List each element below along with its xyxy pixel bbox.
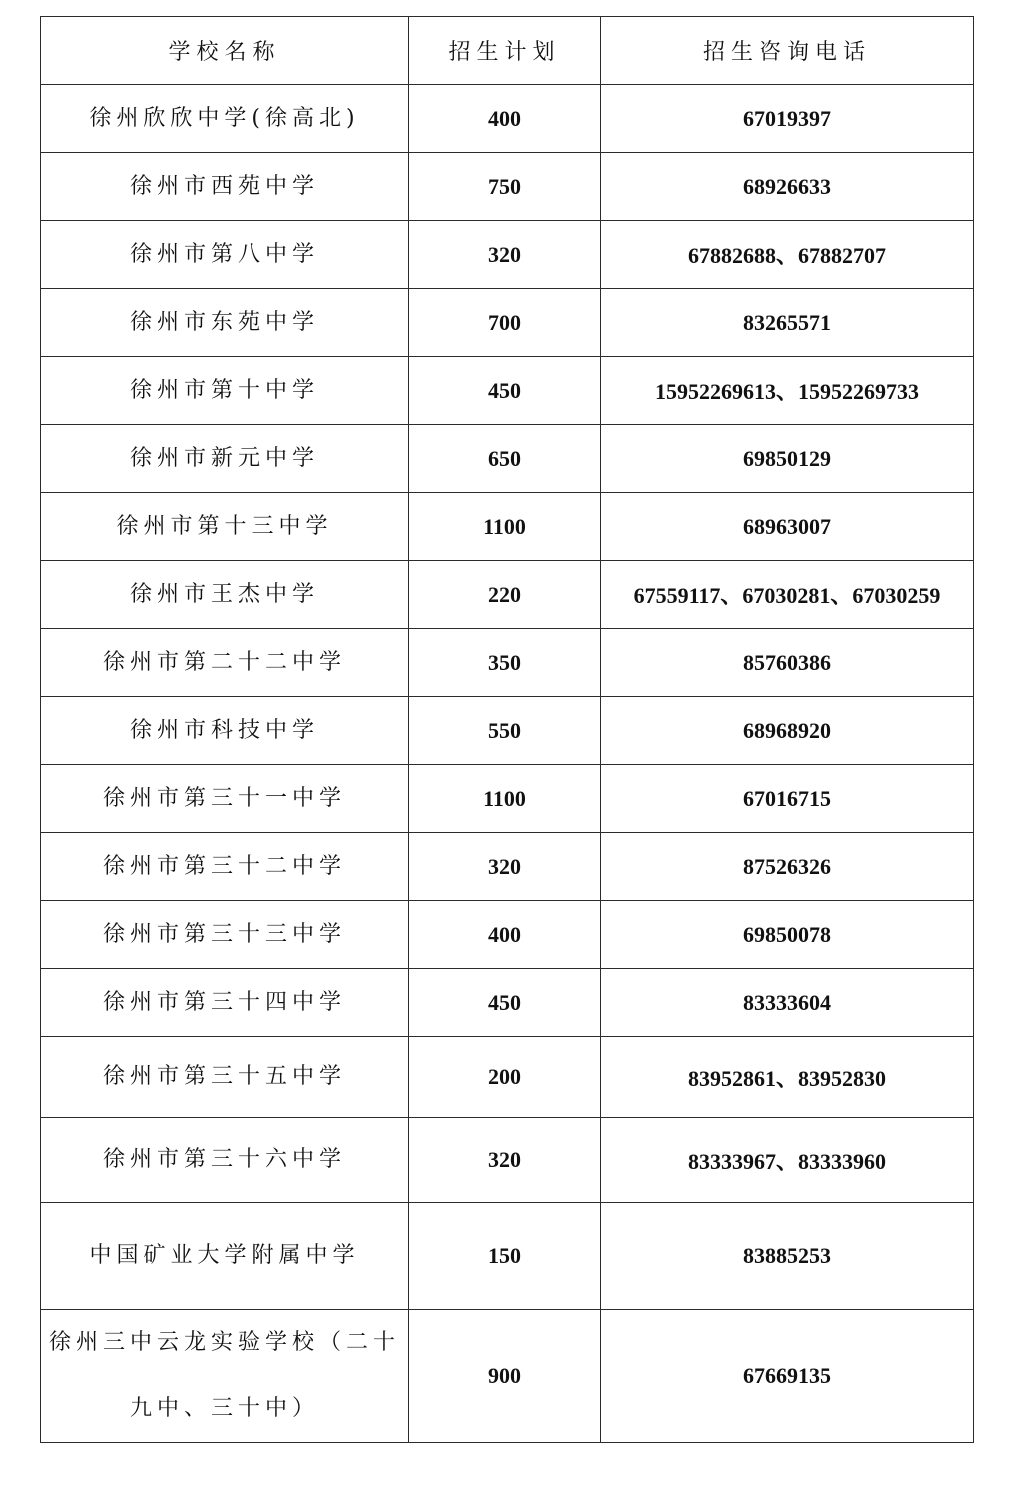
table-row — [41, 493, 974, 561]
enrollment-quota-cell: 200 — [409, 1037, 601, 1118]
phone-cell: 67559117、67030281、67030259 — [601, 561, 974, 629]
enrollment-quota-cell: 1100 — [409, 765, 601, 833]
enrollment-quota-cell: 350 — [409, 629, 601, 697]
school-name-cell: 中国矿业大学附属中学 — [41, 1203, 409, 1310]
phone-cell: 69850078 — [601, 901, 974, 969]
school-name-cell: 徐州市第三十三中学 — [41, 901, 409, 969]
phone-cell: 83265571 — [601, 289, 974, 357]
phone-cell: 67019397 — [601, 85, 974, 153]
school-name-cell: 徐州市第十三中学 — [41, 493, 409, 561]
header-consult-phone: 招生咨询电话 — [601, 17, 974, 85]
school-name-cell: 徐州欣欣中学(徐高北) — [41, 85, 409, 153]
phone-cell: 87526326 — [601, 833, 974, 901]
phone-cell: 69850129 — [601, 425, 974, 493]
table-row — [41, 289, 974, 357]
school-name-cell: 徐州市第三十四中学 — [41, 969, 409, 1037]
table-row — [41, 561, 974, 629]
enrollment-quota-cell: 450 — [409, 357, 601, 425]
table-row — [41, 85, 974, 153]
table-header-row — [41, 17, 974, 85]
table-row — [41, 765, 974, 833]
enrollment-quota-cell: 400 — [409, 85, 601, 153]
enrollment-quota-cell: 320 — [409, 221, 601, 289]
table-row — [41, 833, 974, 901]
phone-cell: 15952269613、15952269733 — [601, 357, 974, 425]
enrollment-quota-cell: 550 — [409, 697, 601, 765]
header-enrollment-plan: 招生计划 — [409, 17, 601, 85]
table-row — [41, 1310, 974, 1443]
table-row — [41, 901, 974, 969]
enrollment-table-container — [40, 16, 973, 1443]
school-name-cell: 徐州市东苑中学 — [41, 289, 409, 357]
enrollment-quota-cell: 650 — [409, 425, 601, 493]
enrollment-quota-cell: 150 — [409, 1203, 601, 1310]
phone-cell: 83885253 — [601, 1203, 974, 1310]
phone-cell: 67669135 — [601, 1310, 974, 1443]
table-row — [41, 969, 974, 1037]
table-row — [41, 629, 974, 697]
school-name-cell: 徐州市第三十二中学 — [41, 833, 409, 901]
table-row — [41, 1037, 974, 1118]
enrollment-table — [40, 16, 974, 1443]
phone-cell: 68926633 — [601, 153, 974, 221]
phone-cell: 83333604 — [601, 969, 974, 1037]
phone-cell: 67882688、67882707 — [601, 221, 974, 289]
phone-cell: 68968920 — [601, 697, 974, 765]
school-name-cell: 徐州市新元中学 — [41, 425, 409, 493]
enrollment-quota-cell: 450 — [409, 969, 601, 1037]
table-row — [41, 1203, 974, 1310]
enrollment-quota-cell: 700 — [409, 289, 601, 357]
phone-cell: 83952861、83952830 — [601, 1037, 974, 1118]
enrollment-quota-cell: 900 — [409, 1310, 601, 1443]
school-name-cell: 徐州三中云龙实验学校（二十九中、三十中） — [41, 1310, 409, 1443]
school-name-cell: 徐州市第二十二中学 — [41, 629, 409, 697]
school-name-cell: 徐州市科技中学 — [41, 697, 409, 765]
school-name-cell: 徐州市西苑中学 — [41, 153, 409, 221]
enrollment-quota-cell: 750 — [409, 153, 601, 221]
phone-cell: 68963007 — [601, 493, 974, 561]
phone-cell: 85760386 — [601, 629, 974, 697]
table-row — [41, 425, 974, 493]
enrollment-quota-cell: 320 — [409, 833, 601, 901]
school-name-cell: 徐州市王杰中学 — [41, 561, 409, 629]
enrollment-quota-cell: 220 — [409, 561, 601, 629]
table-row — [41, 153, 974, 221]
school-name-cell: 徐州市第十中学 — [41, 357, 409, 425]
phone-cell: 83333967、83333960 — [601, 1118, 974, 1203]
table-row — [41, 1118, 974, 1203]
table-row — [41, 357, 974, 425]
header-school-name: 学校名称 — [41, 17, 409, 85]
table-row — [41, 697, 974, 765]
school-name-cell: 徐州市第三十一中学 — [41, 765, 409, 833]
school-name-cell: 徐州市第三十六中学 — [41, 1118, 409, 1203]
enrollment-quota-cell: 400 — [409, 901, 601, 969]
table-row — [41, 221, 974, 289]
phone-cell: 67016715 — [601, 765, 974, 833]
enrollment-quota-cell: 1100 — [409, 493, 601, 561]
school-name-cell: 徐州市第三十五中学 — [41, 1037, 409, 1118]
enrollment-quota-cell: 320 — [409, 1118, 601, 1203]
school-name-cell: 徐州市第八中学 — [41, 221, 409, 289]
